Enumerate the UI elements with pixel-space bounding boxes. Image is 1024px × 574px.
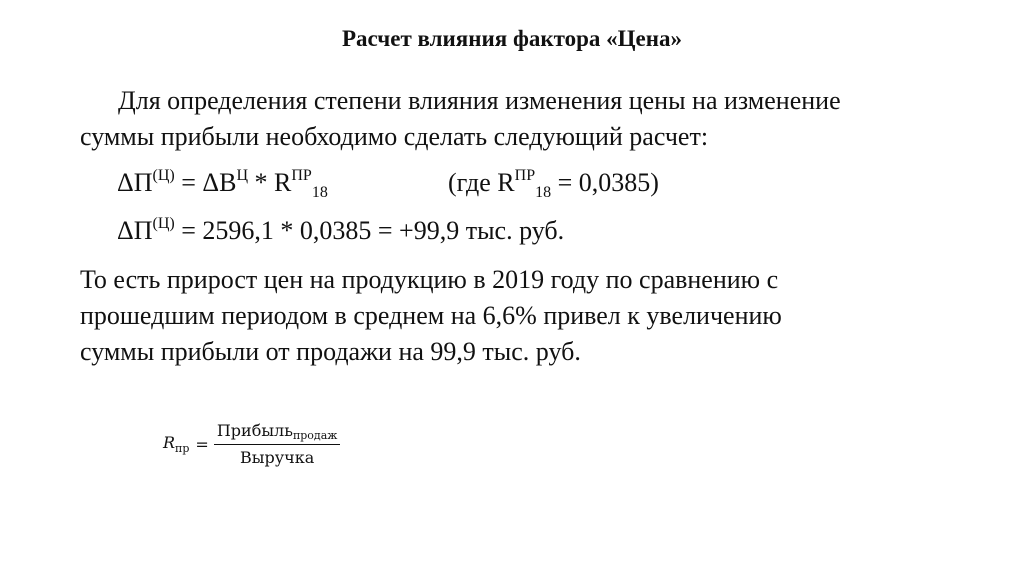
formula-1-note: [448, 167, 659, 201]
formula-2: [117, 216, 564, 246]
conclusion-line-2: прошедшим периодом в среднем на 6,6% привел к увеличению: [80, 301, 782, 330]
formula-1-eq: =: [174, 168, 203, 197]
formula-1-mult: * R: [248, 168, 292, 197]
conclusion-paragraph: [80, 262, 782, 370]
rpr-numerator-text: Прибыль: [216, 421, 293, 440]
formula-1-r-sub: 18: [311, 184, 328, 201]
formula-2-rhs: = 2596,1 * 0,0385 = +99,9 тыс. руб.: [174, 216, 565, 245]
rpr-symbol: [163, 433, 189, 455]
intro-line-2: суммы прибыли необходимо сделать следующий расчет:: [80, 122, 709, 151]
slide-title: Расчет влияния фактора «Цена»: [342, 26, 682, 51]
formula-1-r-sup: ПР: [291, 167, 312, 184]
rpr-numerator-sub: продаж: [292, 429, 338, 442]
formula-1-note-sup: ПР: [514, 167, 536, 184]
profitability-formula: [163, 416, 340, 472]
formula-1-lhs-sup: (Ц): [152, 167, 175, 184]
rpr-sub: пр: [175, 442, 190, 455]
formula-1-note-sub: 18: [535, 184, 552, 201]
rpr-fraction: [214, 421, 341, 467]
formula-1: [117, 167, 328, 201]
formula-1-lhs: ΔП: [117, 168, 153, 197]
formula-2-lhs: ΔП: [117, 216, 153, 245]
conclusion-line-1: То есть прирост цен на продукцию в 2019 году по сравнению с: [80, 265, 779, 294]
intro-paragraph: [80, 83, 841, 155]
formula-1-db: ΔВ: [202, 168, 237, 197]
formula-1-note-prefix: (где R: [448, 168, 515, 197]
intro-line-1: Для определения степени влияния изменения цены на изменение: [118, 86, 841, 115]
conclusion-line-3: суммы прибыли от продажи на 99,9 тыс. руб.: [80, 337, 581, 366]
formula-1-db-sup: Ц: [236, 167, 249, 184]
rpr-eq: =: [195, 434, 209, 454]
rpr-denominator: Выручка: [239, 448, 315, 467]
formula-1-note-value: = 0,0385): [551, 168, 659, 197]
formula-2-lhs-sup: (Ц): [152, 215, 175, 232]
rpr-numerator: [214, 421, 341, 445]
rpr-r: R: [163, 433, 176, 452]
